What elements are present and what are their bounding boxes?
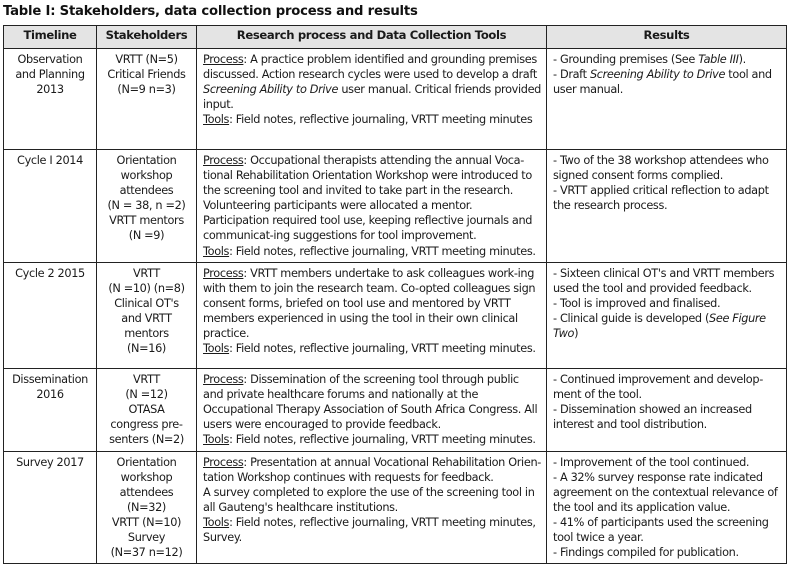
result-item: - A 32% survey response rate indicated agreement on the contextual relevance of the tool and its application value. [553,470,778,514]
stakeholders-cell [97,451,197,564]
process-text-post: A survey completed to explore the use of the screening tool in all Gauteng's healthcare institutions. [203,485,535,514]
stakeholder-line: workshop [120,470,173,484]
result-item: - 41% of participants used the screening tool twice a year. [553,516,769,545]
table-row [4,451,787,564]
table-title: Table I: Stakeholders, data collection process and results [3,4,418,19]
stakeholder-line: (N=32) [126,500,166,514]
process-label: Process [203,266,244,280]
result-item: - Continued improvement and develop-ment of the tool. [553,372,763,401]
stakeholder-line: workshop [120,169,173,183]
stakeholders-cell [97,262,197,368]
results-cell [547,368,787,451]
header-timeline: Timeline [4,26,97,49]
results-cell [547,451,787,564]
table-row [4,150,787,263]
result-item: - Grounding premises (See Table III). [553,53,746,66]
tools-text: : Field notes, reflective journaling, VRTT meeting minutes. [229,244,536,258]
stakeholder-line: (N =10) (n=8) [108,281,185,295]
stakeholder-line: (N=37 n=12) [110,546,183,560]
process-label: Process [203,154,244,167]
process-text: : A practice problem identified and grounding premises discussed. Action research cycles were used to develop a draft [203,53,537,82]
process-label: Process [203,53,244,66]
stakeholder-line: VRTT [133,266,160,280]
stakeholder-line: (N =12) [125,387,168,401]
timeline-line: Dissemination [12,372,88,386]
process-label: Process [203,372,244,386]
tools-label: Tools [203,516,230,530]
timeline-cell [4,262,97,368]
stakeholder-line: Critical Friends [107,68,186,82]
timeline-cell [4,49,97,150]
result-item: - Draft Screening Ability to Drive tool and user manual. [553,68,772,97]
stakeholder-line: (N=16) [126,342,166,356]
result-item: - Sixteen clinical OT's and VRTT members used the tool and provided feedback. [553,266,775,295]
stakeholders-cell [97,150,197,263]
header-results: Results [547,26,787,49]
stakeholder-line: attendees [119,485,174,499]
research-process-cell [197,150,547,263]
stakeholder-line: congress pre- [110,417,183,431]
result-item: - Improvement of the tool continued. [553,455,750,469]
process-text: : VRTT members undertake to ask colleagues work-ing with them to join the research team. Co-opted colleagues sign consent forms, briefed on tool use and mentored by VRTT members experienced in using the tool in their own clinical practice. [203,266,536,341]
header-stakeholders: Stakeholders [97,26,197,49]
timeline-line: Survey 2017 [16,455,84,469]
stakeholder-line: (N =9) [128,229,165,243]
process-text: : Dissemination of the screening tool through public and private healthcare forums and nationally at the Occupational Therapy Association of South Africa Congress. All users were encouraged to provide feedback. [203,372,538,431]
stakeholder-line: Orientation [116,154,177,167]
timeline-line: Cycle 2 2015 [15,266,85,280]
timeline-line: 2016 [36,387,64,401]
result-item: - VRTT applied critical reflection to adapt the research process. [553,184,769,213]
stakeholders-cell [97,368,197,451]
result-item: - Two of the 38 workshop attendees who signed consent forms complied. [553,154,769,183]
timeline-line: 2013 [36,83,64,97]
stakeholders-table [3,25,787,564]
tools-text: : Field notes, reflective journaling, VRTT meeting minutes [229,113,533,127]
stakeholder-line: senters (N=2) [109,433,184,447]
timeline-line: Observation [17,53,83,66]
stakeholders-cell [97,49,197,150]
result-item: - Clinical guide is developed (See Figure Two) [553,311,766,341]
process-text: : Occupational therapists attending the annual Voca-tional Rehabilitation Orientation Workshop were introduced to the screening tool and invited to take part in the research. Volunteering participants were allocated a mentor. Participation required tool use, keeping reflective journals and communicat-ing suggestions for tool improvement. [203,154,533,243]
header-research-process: Research process and Data Collection Tools [197,26,547,49]
result-item: - Findings compiled for publication. [553,546,739,560]
research-process-cell [197,451,547,564]
results-cell [547,150,787,263]
timeline-cell [4,368,97,451]
research-process-cell [197,262,547,368]
table-header-row [4,26,787,49]
stakeholder-line: (N = 38, n =2) [107,199,186,213]
timeline-cell [4,150,97,263]
stakeholder-line: Clinical OT's [114,296,179,310]
timeline-line: Cycle I 2014 [17,154,83,167]
stakeholder-line: VRTT mentors [109,214,184,228]
process-text: : Presentation at annual Vocational Rehabilitation Orien-tation Workshop continues with requests for feedback. [203,455,541,484]
process-italic-text: Screening Ability to Drive [203,83,339,97]
stakeholder-line: and VRTT [121,311,172,325]
table-row [4,368,787,451]
stakeholder-line: VRTT (N=5) [115,53,178,66]
process-label: Process [203,455,244,469]
stakeholder-line: (N=9 n=3) [117,83,176,97]
results-cell [547,262,787,368]
research-process-cell [197,49,547,150]
stakeholder-line: attendees [119,184,174,198]
stakeholder-line: Survey [127,531,166,545]
stakeholder-line: OTASA [128,402,165,416]
stakeholder-line: VRTT [133,372,160,386]
result-item: - Dissemination showed an increased interest and tool distribution. [553,402,752,431]
timeline-line: and Planning [15,68,85,82]
timeline-cell [4,451,97,564]
results-cell [547,49,787,150]
tools-label: Tools [203,113,230,127]
process-text-post: user manual. Critical friends provided input. [203,83,542,112]
table-row [4,49,787,150]
tools-label: Tools [203,342,230,356]
stakeholder-line: Orientation [116,455,177,469]
stakeholder-line: VRTT (N=10) [111,516,182,530]
stakeholder-line: mentors [124,327,169,341]
tools-text: : Field notes, reflective journaling, VRTT meeting minutes. [229,433,536,447]
tools-text: : Field notes, reflective journaling, VRTT meeting minutes. [229,342,536,356]
table-row [4,262,787,368]
tools-text: : Field notes, reflective journaling, VRTT meeting minutes, Survey. [203,516,536,545]
tools-label: Tools [203,433,230,447]
tools-label: Tools [203,244,230,258]
research-process-cell [197,368,547,451]
result-item: - Tool is improved and finalised. [553,296,721,310]
